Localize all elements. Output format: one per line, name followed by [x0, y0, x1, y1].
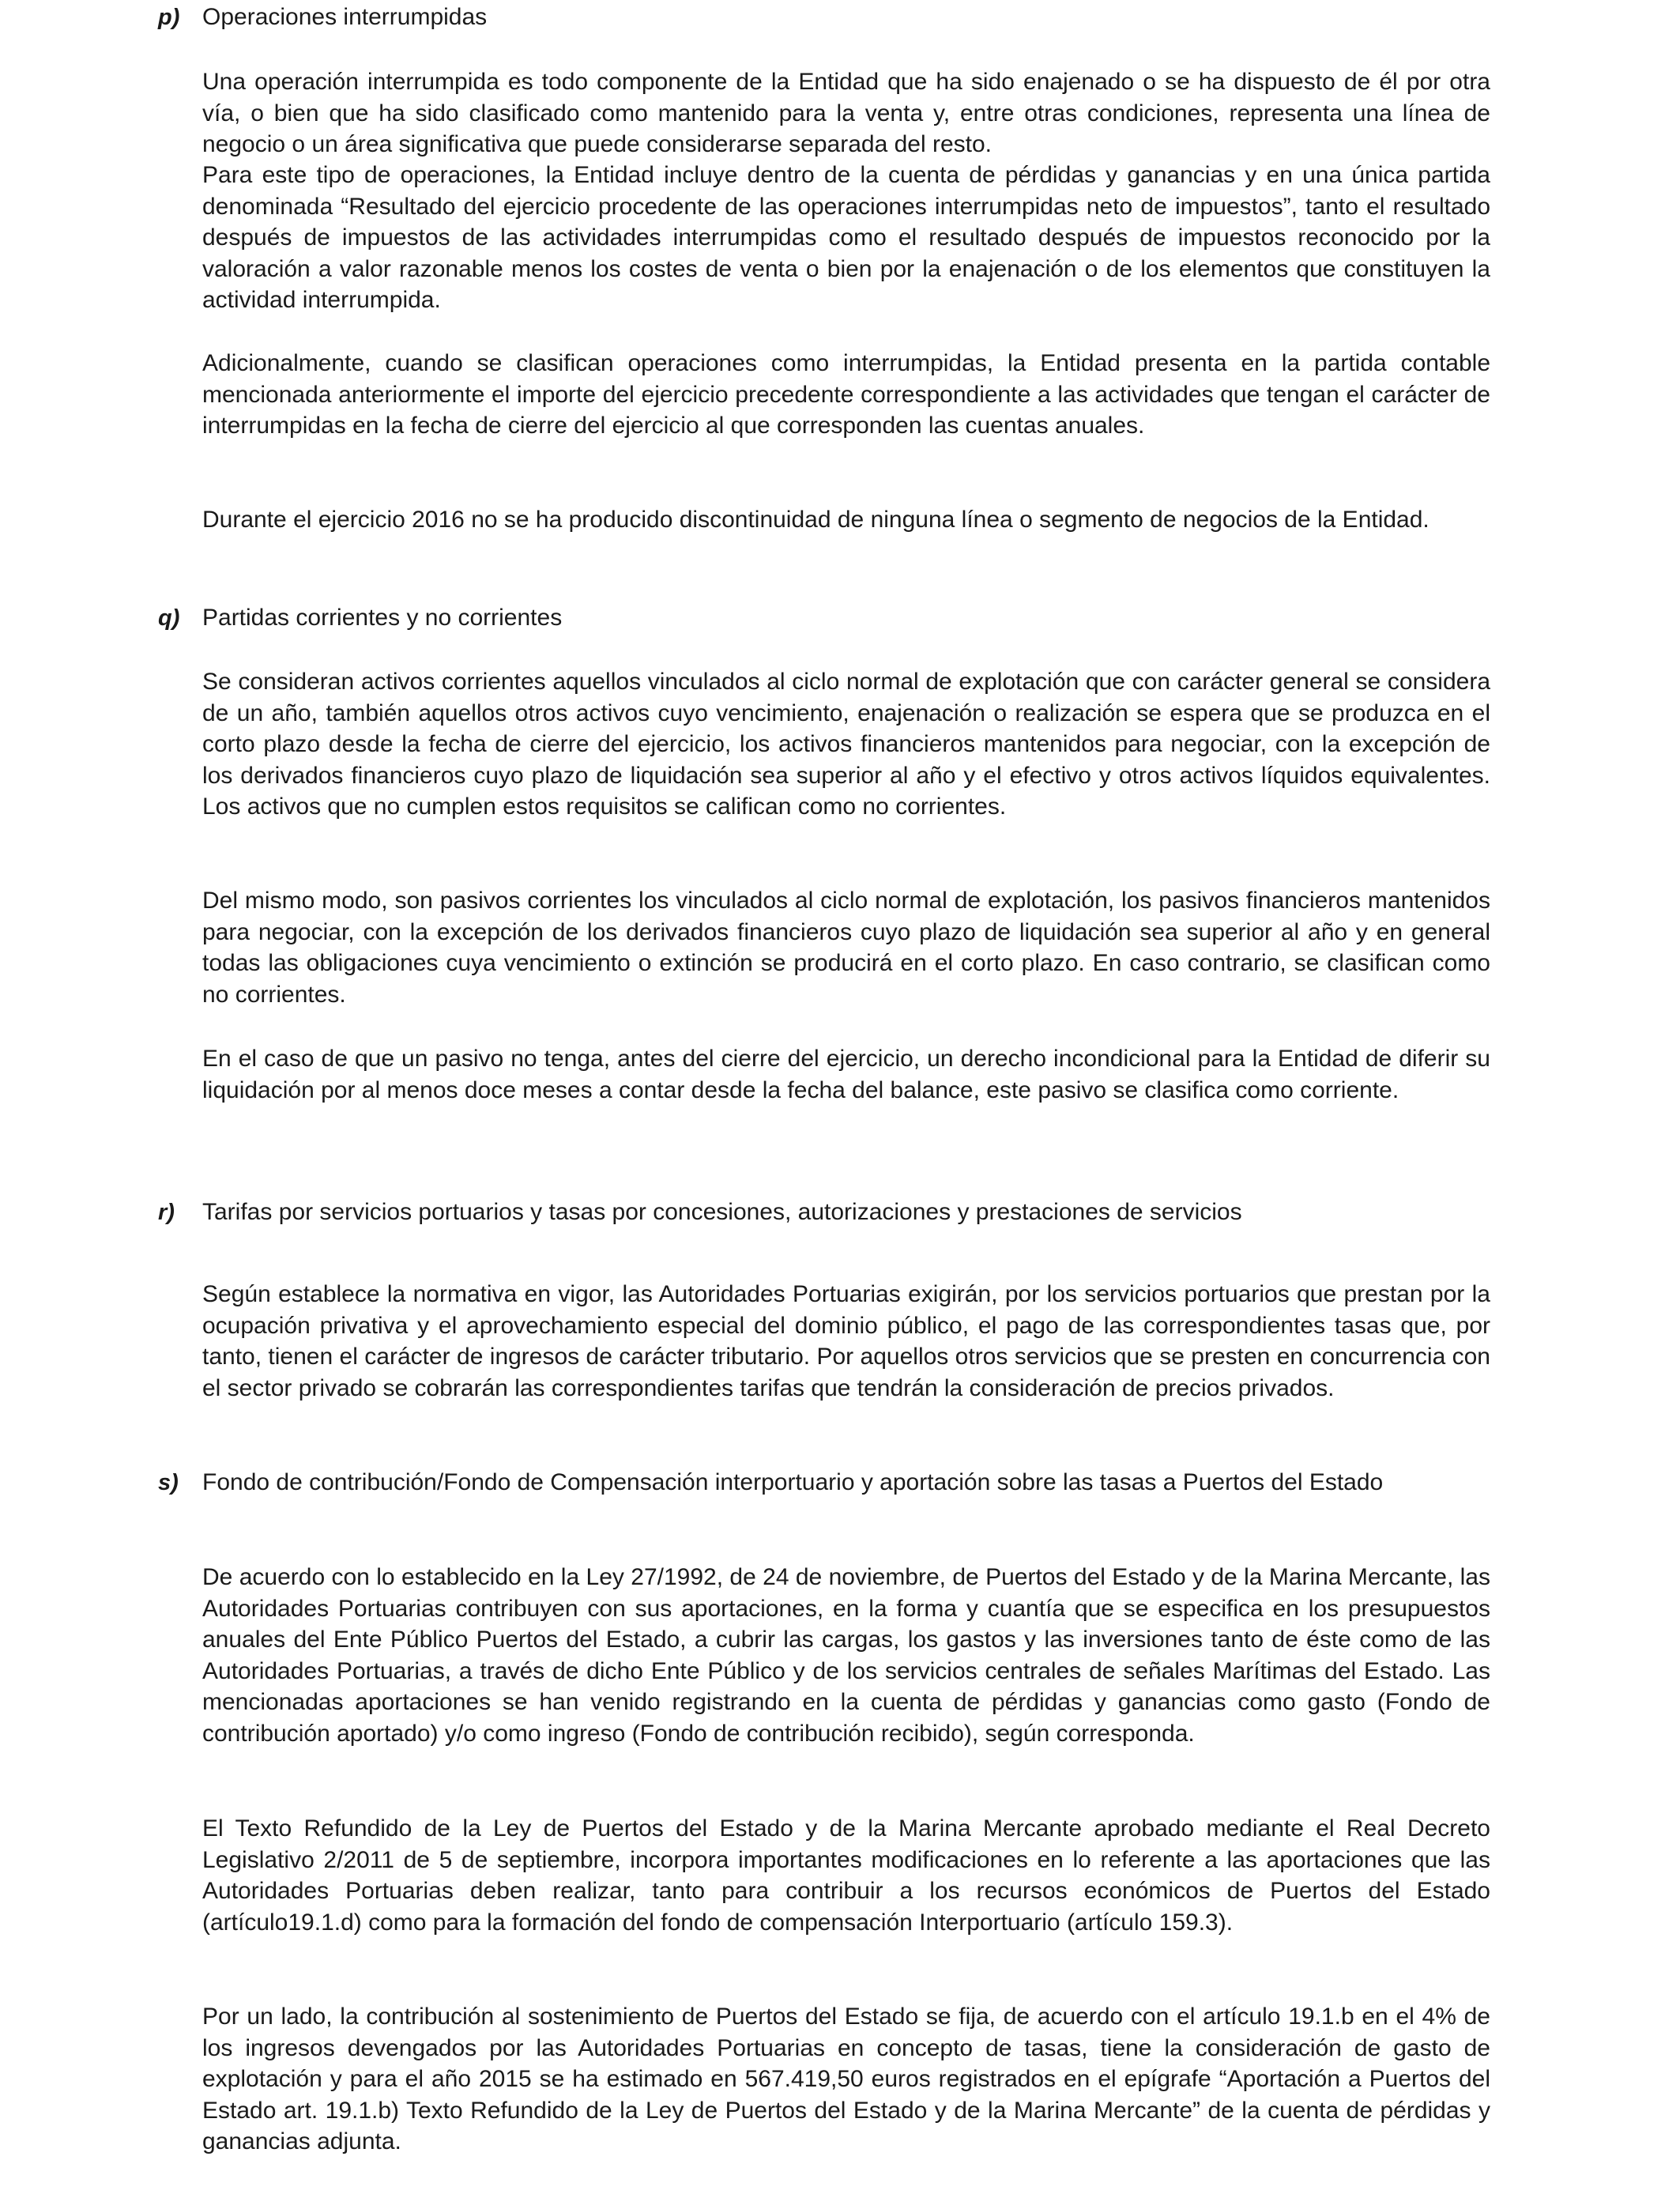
section-letter: r) [158, 1200, 175, 1225]
section-title: Fondo de contribución/Fondo de Compensación interportuario y aportación sobre las tasas a Puertos del Estado [202, 1469, 1384, 1495]
paragraph: Por un lado, la contribución al sostenimiento de Puertos del Estado se fija, de acuerdo con el artículo 19.1.b en el 4% de los ingresos devengados por las Autoridades Portuarias en concepto de tasas, tiene la consideración de gasto de explotación y para el año 2015 se ha estimado en 567.419,50 euros registrados en el epígrafe “Aportación a Puertos del Estado art. 19.1.b) Texto Refundido de la Ley de Puertos del Estado y de la Marina Mercante” de la cuenta de pérdidas y ganancias adjunta. [202, 2004, 1490, 2155]
paragraph: Del mismo modo, son pasivos corrientes los vinculados al ciclo normal de explotación, los pasivos financieros mantenidos para negociar, con la excepción de los derivados financieros cuyo plazo de liquidación sea superior al año y en general todas las obligaciones cuya vencimiento o extinción se producirá en el corto plazo. En caso contrario, se clasifican como no corrientes. [202, 888, 1490, 1008]
paragraph: Durante el ejercicio 2016 no se ha producido discontinuidad de ninguna línea o segmento de negocios de la Entidad. [202, 507, 1430, 533]
section-title: Partidas corrientes y no corrientes [202, 605, 563, 631]
section-letter: q) [158, 605, 180, 631]
paragraph: De acuerdo con lo establecido en la Ley 27/1992, de 24 de noviembre, de Puertos del Estado y de la Marina Mercante, las Autoridades Portuarias contribuyen con sus aportaciones, en la forma y cuantía que se especifica en los presupuestos anuales del Ente Público Puertos del Estado, a cubrir las cargas, los gastos y las inversiones tanto de éste como de las Autoridades Portuarias, a través de dicho Ente Público y de los servicios centrales de señales Marítimas del Estado. Las mencionadas aportaciones se han venido registrando en la cuenta de pérdidas y ganancias como gasto (Fondo de contribución aportado) y/o como ingreso (Fondo de contribución recibido), según corresponda. [202, 1564, 1490, 1747]
paragraph: Según establece la normativa en vigor, las Autoridades Portuarias exigirán, por los servicios portuarios que prestan por la ocupación privativa y el aprovechamiento especial del dominio público, el pago de las correspondientes tasas que, por tanto, tienen el carácter de ingresos de carácter tributario. Por aquellos otros servicios que se presten en concurrencia con el sector privado se cobrarán las correspondientes tarifas que tendrán la consideración de precios privados. [202, 1281, 1490, 1401]
paragraph: Para este tipo de operaciones, la Entidad incluye dentro de la cuenta de pérdidas y ganancias y en una única partida denominada “Resultado del ejercicio procedente de las operaciones interrumpidas neto de impuestos”, tanto el resultado después de impuestos de las actividades interrumpidas como el resultado después de impuestos reconocido por la valoración a valor razonable menos los costes de venta o bien por la enajenación o de los elementos que constituyen la actividad interrumpida. [202, 162, 1490, 314]
section-letter: s) [158, 1470, 179, 1495]
paragraph: Se consideran activos corrientes aquellos vinculados al ciclo normal de explotación que con carácter general se considera de un año, también aquellos otros activos cuyo vencimiento, enajenación o realización se espera que se produzca en el corto plazo desde la fecha de cierre del ejercicio, los activos financieros mantenidos para negociar, con la excepción de los derivados financieros cuyo plazo de liquidación sea superior al año y el efectivo y otros activos líquidos equivalentes. Los activos que no cumplen estos requisitos se califican como no corrientes. [202, 669, 1490, 820]
paragraph: Adicionalmente, cuando se clasifican operaciones como interrumpidas, la Entidad presenta en la partida contable mencionada anteriormente el importe del ejercicio precedente correspondiente a las actividades que tengan el carácter de interrumpidas en la fecha de cierre del ejercicio al que corresponden las cuentas anuales. [202, 350, 1490, 439]
paragraph: En el caso de que un pasivo no tenga, antes del cierre del ejercicio, un derecho incondicional para la Entidad de diferir su liquidación por al menos doce meses a contar desde la fecha del balance, este pasivo se clasifica como corriente. [202, 1046, 1490, 1103]
paragraph: El Texto Refundido de la Ley de Puertos del Estado y de la Marina Mercante aprobado mediante el Real Decreto Legislativo 2/2011 de 5 de septiembre, incorpora importantes modificaciones en lo referente a las aportaciones que las Autoridades Portuarias deben realizar, tanto para contribuir a los recursos económicos de Puertos del Estado (artículo19.1.d) como para la formación del fondo de compensación Interportuario (artículo 159.3). [202, 1815, 1490, 1936]
section-letter: p) [158, 5, 180, 30]
section-title: Tarifas por servicios portuarios y tasas por concesiones, autorizaciones y prestaciones de servicios [202, 1199, 1242, 1225]
paragraph: Una operación interrumpida es todo componente de la Entidad que ha sido enajenado o se ha dispuesto de él por otra vía, o bien que ha sido clasificado como mantenido para la venta y, entre otras condiciones, representa una línea de negocio o un área significativa que puede considerarse separada del resto. [202, 69, 1490, 158]
section-title: Operaciones interrumpidas [202, 4, 488, 30]
